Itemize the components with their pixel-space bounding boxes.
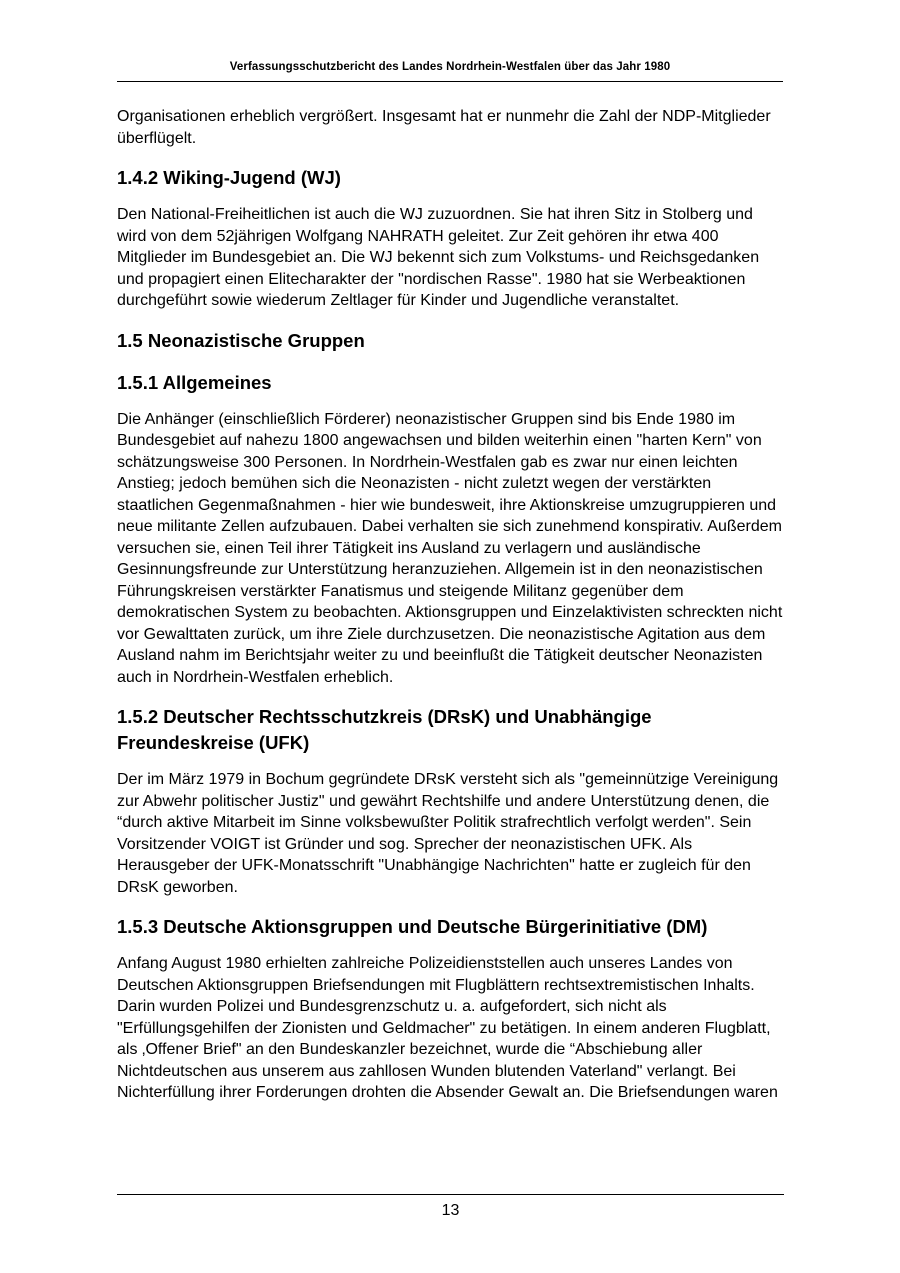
section-heading: 1.5.3 Deutsche Aktionsgruppen und Deutsche Bürgerinitiative (DM) (117, 916, 708, 937)
running-header-title: Verfassungsschutzbericht des Landes Nordrhein-Westfalen über das Jahr 1980 (229, 61, 671, 73)
document-body (0, 82, 900, 1104)
section-heading: 1.4.2 Wiking-Jugend (WJ) (117, 167, 341, 188)
section-heading: 1.5 Neonazistische Gruppen (117, 329, 365, 351)
page-header (0, 0, 900, 82)
body-paragraph: Anfang August 1980 erhielten zahlreiche Polizeidienststellen auch unseres Landes von Deutschen Aktionsgruppen Briefsendungen mit Flugblättern rechtsextremistischen Inhalts. Darin wurden Polizei und Bundesgrenzschutz u. a. aufgefordert, sich nicht als "Erfüllungsgehilfen der Zionisten und Geldmacher" zu betätigen. In einem anderen Flugblatt, als ‚Offener Brief" an den Bundeskanzler bezeichnet, wurde die “Abschiebung aller Nichtdeutschen aus unserem aus zahllosen Wunden blutenden Vaterland" verlangt. Bei Nichterfüllung ihrer Forderungen drohten die Absender Gewalt an. Die Briefsendungen waren (117, 955, 778, 1101)
section-heading: 1.5.2 Deutscher Rechtsschutzkreis (DRsK) und Unabhängige Freundeskreise (UFK) (117, 706, 652, 753)
section-heading: 1.5.1 Allgemeines (117, 371, 272, 393)
footer-rule (117, 1194, 784, 1195)
body-paragraph: Der im März 1979 in Bochum gegründete DRsK versteht sich als "gemeinnützige Vereinigung zur Abwehr politischer Justiz" und gewährt Rechtshilfe und andere Unterstützung denen, die “durch aktive Mitarbeit im Sinne volksbewußter Politik strafrechtlich verfolgt werden". Sein Vorsitzender VOIGT ist Gründer und sog. Sprecher der neonazistischen UFK. Als Herausgeber der UFK-Monatsschrift "Unabhängige Nachrichten" hatte er zugleich für den DRsK geworben. (117, 771, 779, 896)
page-number: 13 (441, 1202, 460, 1219)
body-paragraph: Organisationen erheblich vergrößert. Insgesamt hat er nunmehr die Zahl der NDP-Mitglieder überflügelt. (117, 108, 771, 147)
body-paragraph: Die Anhänger (einschließlich Förderer) neonazistischer Gruppen sind bis Ende 1980 im Bundesgebiet auf nahezu 1800 angewachsen und bilden weiterhin einen "harten Kern" von schätzungsweise 300 Personen. In Nordrhein-Westfalen gab es zwar nur einen leichten Anstieg; jedoch bemühen sich die Neonazisten - nicht zuletzt wegen der verstärkten staatlichen Gegenmaßnahmen - hier wie bundesweit, ihre Aktionskreise umzugruppieren und neue militante Zellen aufzubauen. Dabei verhalten sie sich zunehmend konspirativ. Außerdem versuchen sie, einen Teil ihrer Tätigkeit ins Ausland zu verlagern und ausländische Gesinnungsfreunde zur Unterstützung heranzuziehen. Allgemein ist in den neonazistischen Führungskreisen verstärkter Fanatismus und steigende Militanz gegenüber dem demokratischen System zu beobachten. Aktionsgruppen und Einzelaktivisten schreckten nicht vor Gewalttaten zurück, um ihre Ziele durchzusetzen. Die neonazistische Agitation aus dem Ausland nahm im Berichtsjahr weiter zu und beeinflußt die Tätigkeit deutscher Neonazisten auch in Nordrhein-Westfalen erheblich. (117, 410, 783, 686)
body-paragraph: Den National-Freiheitlichen ist auch die WJ zuzuordnen. Sie hat ihren Sitz in Stolberg und wird von dem 52jährigen Wolfgang NAHRATH geleitet. Zur Zeit gehören ihr etwa 400 Mitglieder im Bundesgebiet an. Die WJ bekennt sich zum Volkstums- und Reichsgedanken und propagiert einen Elitecharakter der "nordischen Rasse". 1980 hat sie Werbeaktionen durchgeführt sowie wiederum Zeltlager für Kinder und Jugendliche veranstaltet. (117, 206, 760, 309)
page-footer (117, 1186, 784, 1220)
